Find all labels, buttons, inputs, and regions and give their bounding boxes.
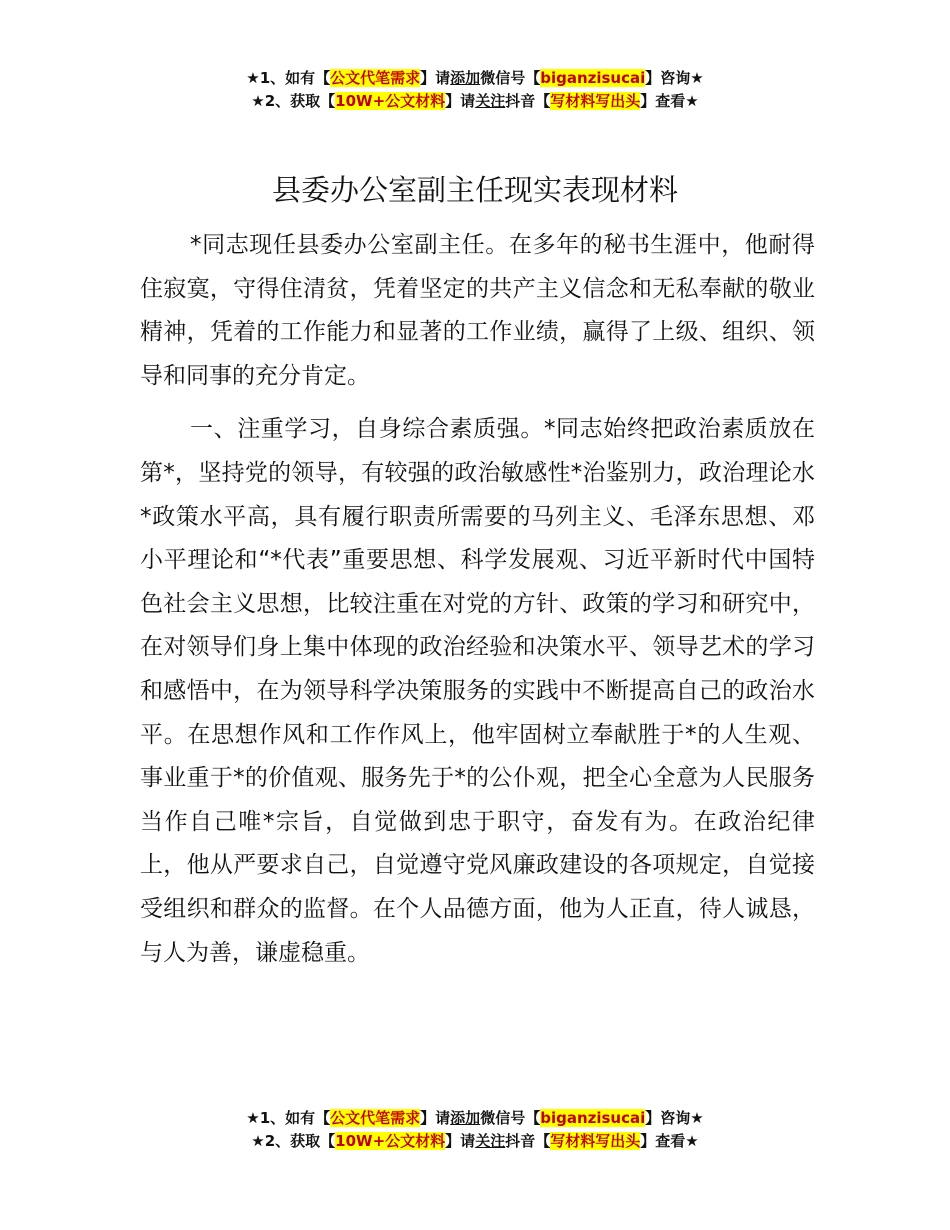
footer-banner (0, 1107, 950, 1153)
banner-line-2 (0, 90, 950, 113)
banner-text: 】咨询 (645, 69, 691, 87)
highlight-douyin-account: 写材料写出头 (550, 92, 641, 110)
highlight-materials: 10W+公文材料 (335, 92, 446, 110)
underlined-text: 添加 (450, 1109, 481, 1127)
star-icon: ★ (251, 92, 265, 110)
star-icon: ★ (246, 69, 260, 87)
paragraph-intro: *同志现任县委办公室副主任。在多年的秘书生涯中，他耐得住寂寞，守得住清贫，凭着坚定的共产主义信念和无私奉献的敬业精神，凭着的工作能力和显著的工作业绩，赢得了上级、组织、领导和同事的充分肯定。 (140, 232, 815, 389)
document-body (140, 224, 815, 985)
banner-text: 】查看 (640, 92, 686, 110)
underlined-text: 关注 (475, 1132, 506, 1150)
banner-text: 抖音【 (505, 1132, 551, 1150)
paragraph-section-1: 一、注重学习，自身综合素质强。*同志始终把政治素质放在第*，坚持党的领导，有较强的政治敏感性*治鉴别力，政治理论水*政策水平高，具有履行职责所需要的马列主义、毛泽东思想、邓小平理论和“*代表”重要思想、科学发展观、习近平新时代中国特色社会主义思想，比较注重在对党的方针、政策的学习和研究中，在对领导们身上集中体现的政治经验和决策水平、领导艺术的学习和感悟中，在为领导科学决策服务的实践中不断提高自己的政治水平。在思想作风和工作作风上，他牢固树立奉献胜于*的人生观、事业重于*的价值观、服务先于*的公仆观，把全心全意为人民服务当作自己唯*宗旨，自觉做到忠于职守，奋发有为。在政治纪律上，他从严要求自己，自觉遵守党风廉政建设的各项规定，自觉接受组织和群众的监督。在个人品德方面，他为人正直，待人诚恳，与人为善，谦虚稳重。 (140, 416, 815, 966)
star-icon: ★ (246, 1109, 260, 1127)
star-icon: ★ (690, 69, 704, 87)
banner-text: 】请 (420, 1109, 451, 1127)
banner-text: 1、如有【 (259, 69, 331, 87)
banner-text: 】查看 (640, 1132, 686, 1150)
banner-text: 】咨询 (645, 1109, 691, 1127)
underlined-text: 关注 (475, 92, 506, 110)
banner-text: 】请 (420, 69, 451, 87)
header-banner (0, 67, 950, 113)
underlined-text: 添加 (450, 69, 481, 87)
highlight-douyin-account: 写材料写出头 (550, 1132, 641, 1150)
highlight-service: 公文代笔需求 (330, 1109, 421, 1127)
banner-line-1 (0, 67, 950, 90)
banner-text: 抖音【 (505, 92, 551, 110)
banner-line-2 (0, 1130, 950, 1153)
banner-text: 2、获取【 (264, 92, 336, 110)
star-icon: ★ (690, 1109, 704, 1127)
star-icon: ★ (685, 92, 699, 110)
highlight-service: 公文代笔需求 (330, 69, 421, 87)
star-icon: ★ (251, 1132, 265, 1150)
banner-text: 微信号【 (480, 69, 541, 87)
banner-text: 】请 (445, 1132, 476, 1150)
banner-text: 微信号【 (480, 1109, 541, 1127)
star-icon: ★ (685, 1132, 699, 1150)
banner-text: 2、获取【 (264, 1132, 336, 1150)
banner-text: 1、如有【 (259, 1109, 331, 1127)
highlight-wechat-id: biganzisucai (540, 69, 646, 87)
highlight-materials: 10W+公文材料 (335, 1132, 446, 1150)
document-title: 县委办公室副主任现实表现材料 (271, 173, 678, 207)
highlight-wechat-id: biganzisucai (540, 1109, 646, 1127)
banner-line-1 (0, 1107, 950, 1130)
banner-text: 】请 (445, 92, 476, 110)
